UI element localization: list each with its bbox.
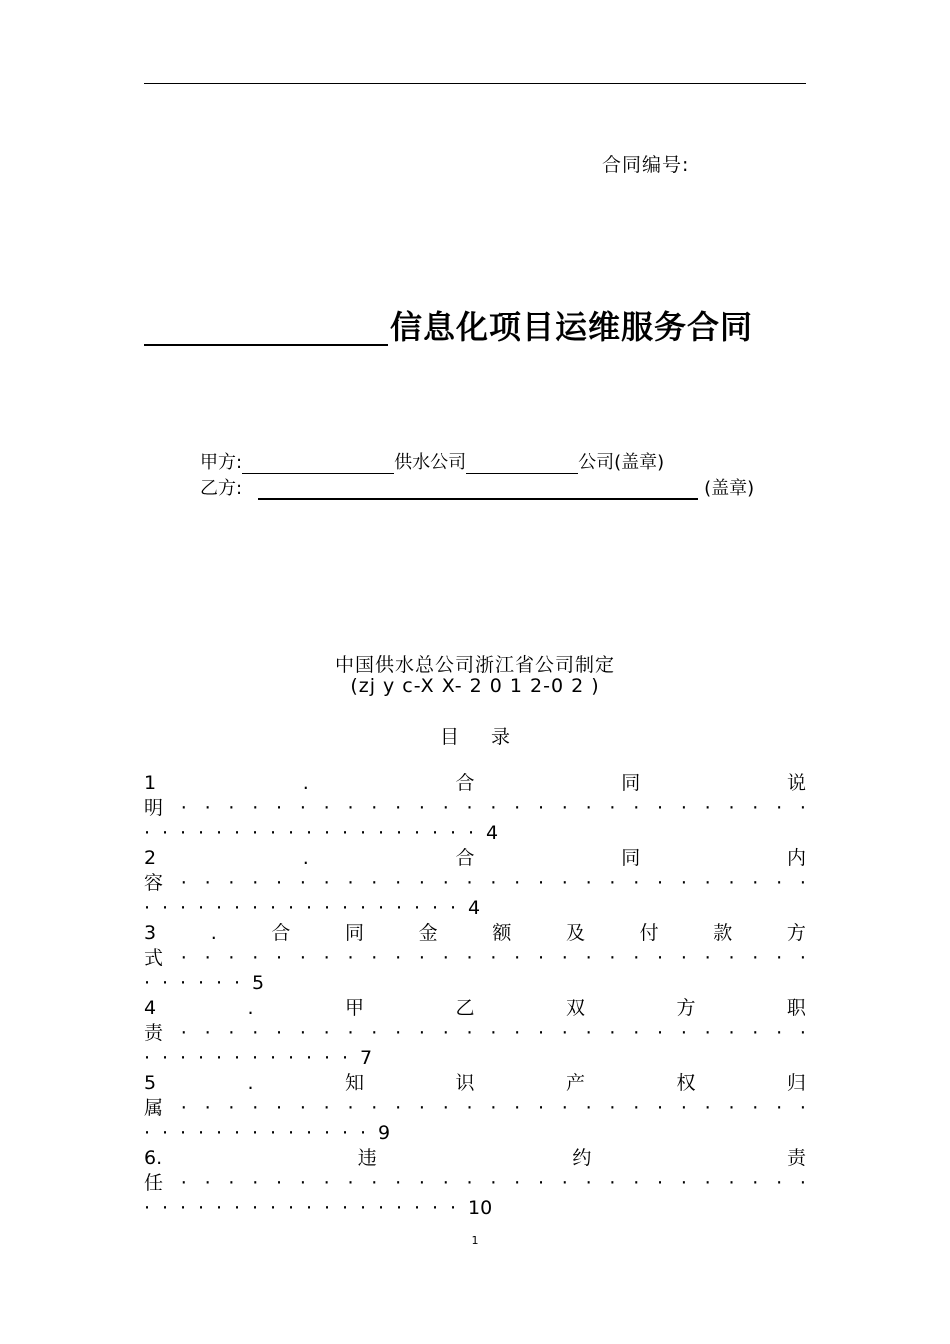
toc-entry-page-number: 4 bbox=[468, 897, 481, 919]
header-rule bbox=[144, 83, 806, 84]
toc-entry-heading bbox=[144, 1071, 806, 1096]
contract-number-label: 合同编号: bbox=[602, 154, 690, 176]
toc-entry-token: 内 bbox=[786, 847, 806, 869]
toc-entry-leader: 责 · · · · · · · · · · · · · · · · · · · · · · · · · · · bbox=[144, 1022, 806, 1044]
toc-heading-char-2: 录 bbox=[491, 726, 511, 748]
toc-entry-last-char: 明 bbox=[144, 797, 164, 819]
toc-entry-token: 职 bbox=[786, 997, 806, 1019]
toc-entry-token: 识 bbox=[455, 1072, 475, 1094]
document-title bbox=[144, 300, 753, 346]
party-b-line bbox=[200, 476, 754, 500]
toc-entry-token: 双 bbox=[565, 997, 585, 1019]
toc-entry-last-char: 任 bbox=[144, 1172, 164, 1194]
toc-entry-token: 合 bbox=[271, 922, 291, 944]
toc-entry-leader: 容 · · · · · · · · · · · · · · · · · · · · · · · · · · · bbox=[144, 872, 806, 894]
toc-entry-token: 金 bbox=[418, 922, 438, 944]
toc-entry-last-char: 式 bbox=[144, 947, 164, 969]
toc-entry-token: 约 bbox=[572, 1147, 592, 1169]
party-b-tail: (盖章) bbox=[704, 478, 755, 499]
toc-entry-token: 产 bbox=[565, 1072, 585, 1094]
toc-entry-token: 同 bbox=[345, 922, 365, 944]
toc-entry-heading bbox=[144, 921, 806, 946]
toc-entry-page-number: 5 bbox=[252, 972, 265, 994]
party-a-middle: 供水公司 bbox=[394, 452, 467, 473]
toc-entry-page-number: 10 bbox=[468, 1197, 493, 1219]
party-b-label: 乙方: bbox=[200, 478, 243, 499]
toc-entry-page-line: · · · · · · · · · · · · · · · · · · 4 bbox=[144, 897, 481, 919]
toc-heading-char-1: 目 bbox=[439, 726, 459, 748]
toc-entry-leader: 明 · · · · · · · · · · · · · · · · · · · · · · · · · · · bbox=[144, 797, 806, 819]
toc-entry-token: 付 bbox=[639, 922, 659, 944]
toc-entry-token: . bbox=[247, 997, 254, 1019]
toc-entry-token: 乙 bbox=[455, 997, 475, 1019]
toc-entry-token: 知 bbox=[345, 1072, 365, 1094]
toc-entry-token: . bbox=[302, 772, 309, 794]
party-a-blank-2 bbox=[466, 455, 578, 474]
toc-entry-page-line: · · · · · · · · · · · · 7 bbox=[144, 1047, 373, 1069]
toc-entry-last-char: 容 bbox=[144, 872, 164, 894]
toc-entry-token: 6. bbox=[144, 1147, 163, 1169]
toc-entry-token: 款 bbox=[713, 922, 733, 944]
party-a-blank-1 bbox=[242, 455, 394, 474]
toc-entry-page-number: 4 bbox=[486, 822, 499, 844]
toc-entry-token: 1 bbox=[144, 772, 157, 794]
toc-entry-token: 合 bbox=[455, 847, 475, 869]
toc-entry-page-line: · · · · · · · · · · · · · · · · · · 10 bbox=[144, 1197, 493, 1219]
party-b-blank bbox=[258, 480, 698, 500]
toc-entry-last-char: 责 bbox=[144, 1022, 164, 1044]
toc-entry-leader: 属 · · · · · · · · · · · · · · · · · · · · · · · · · · · bbox=[144, 1097, 806, 1119]
toc-entry-token: 2 bbox=[144, 847, 157, 869]
toc-entry-token: 说 bbox=[786, 772, 806, 794]
maker-line: 中国供水总公司浙江省公司制定 bbox=[334, 654, 615, 676]
toc-entry-heading bbox=[144, 771, 806, 796]
toc-entry-token: 5 bbox=[144, 1072, 157, 1094]
toc-entry-token: 违 bbox=[357, 1147, 377, 1169]
party-a-tail: 公司(盖章) bbox=[578, 452, 665, 473]
toc-entry-last-char: 属 bbox=[144, 1097, 164, 1119]
toc-entry-token: 4 bbox=[144, 997, 157, 1019]
party-a-line bbox=[200, 450, 664, 474]
toc-entry-token: 方 bbox=[676, 997, 696, 1019]
toc-entry-token: 甲 bbox=[345, 997, 365, 1019]
title-text: 信息化项目运维服务合同 bbox=[390, 308, 754, 346]
toc-entry-token: 额 bbox=[492, 922, 512, 944]
toc-entry-token: 归 bbox=[786, 1072, 806, 1094]
title-blank-line bbox=[144, 306, 388, 346]
toc-entry-token: 责 bbox=[786, 1147, 806, 1169]
toc-entry-page-line: · · · · · · 5 bbox=[144, 972, 265, 994]
toc-entry-page-number: 9 bbox=[378, 1122, 391, 1144]
toc-entry-token: 方 bbox=[786, 922, 806, 944]
toc-entry-token: 3 bbox=[144, 922, 157, 944]
toc-entry-token: . bbox=[302, 847, 309, 869]
toc-entry-token: 合 bbox=[455, 772, 475, 794]
toc-entry-leader: 式 · · · · · · · · · · · · · · · · · · · · · · · · · · · bbox=[144, 947, 806, 969]
toc-entry-leader: 任 · · · · · · · · · · · · · · · · · · · · · · · · · · · bbox=[144, 1172, 806, 1194]
toc-heading bbox=[144, 722, 806, 749]
toc-entry-token: 同 bbox=[621, 847, 641, 869]
toc-entry-token: . bbox=[210, 922, 217, 944]
document-code: (zj y c-X X- 2 0 1 2-0 2 ) bbox=[350, 675, 600, 697]
toc-entry-heading bbox=[144, 996, 806, 1021]
toc-entry-heading bbox=[144, 1146, 806, 1171]
toc-entry-token: 权 bbox=[676, 1072, 696, 1094]
toc-entry-token: . bbox=[247, 1072, 254, 1094]
toc-entry-token: 同 bbox=[621, 772, 641, 794]
toc-entry-page-number: 7 bbox=[360, 1047, 373, 1069]
toc-entry-token: 及 bbox=[565, 922, 585, 944]
toc-entry-page-line: · · · · · · · · · · · · · · · · · · · 4 bbox=[144, 822, 499, 844]
page-number: 1 bbox=[471, 1234, 479, 1247]
party-a-label: 甲方: bbox=[200, 452, 243, 473]
toc-entry-page-line: · · · · · · · · · · · · · 9 bbox=[144, 1122, 391, 1144]
toc-entry-heading bbox=[144, 846, 806, 871]
